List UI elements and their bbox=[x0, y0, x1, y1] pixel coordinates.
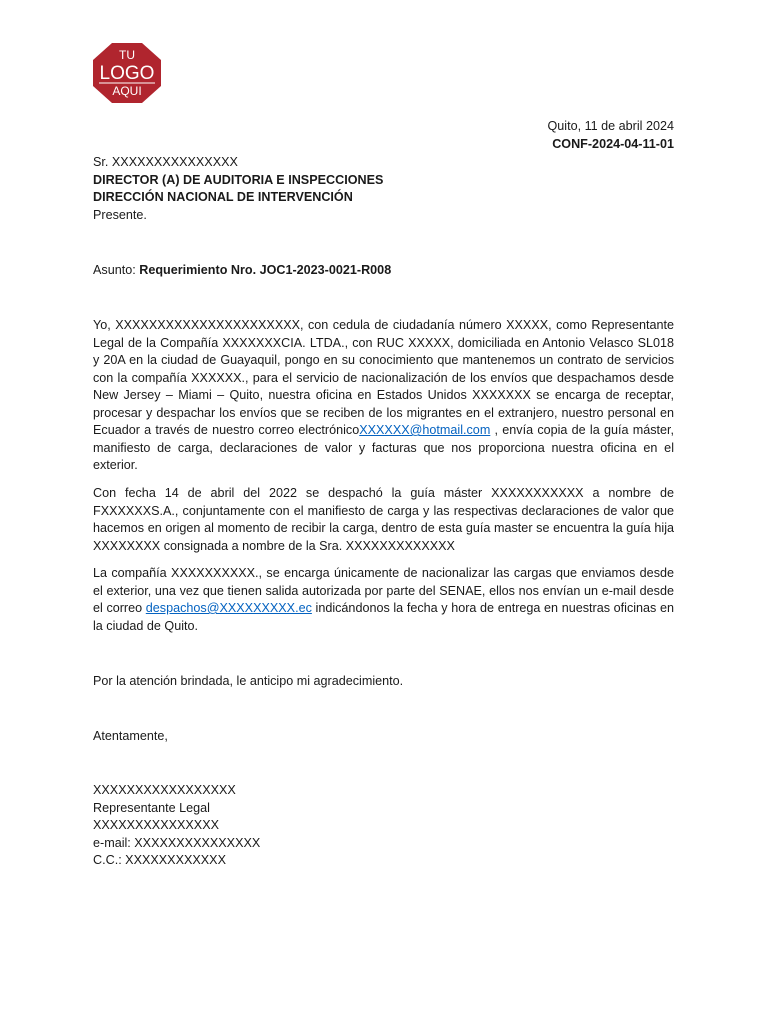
letter-date: Quito, 11 de abril 2024 bbox=[547, 119, 674, 133]
signature-name: XXXXXXXXXXXXXXXXX bbox=[93, 783, 236, 797]
signature-email: e-mail: XXXXXXXXXXXXXXX bbox=[93, 835, 261, 850]
addressee-block bbox=[93, 154, 674, 224]
body-paragraph-2: Con fecha 14 de abril del 2022 se despachó la guía máster XXXXXXXXXXX a nombre de FXXXXXXS.A., conjuntamente con el manifiesto de carga y las respectivas declaraciones de valor que hacemos en origen al momento de recibir la carga, dentro de esta guía master se encuentra la guía hija XXXXXXXX consignada a nombre de la Sra. XXXXXXXXXXXXX bbox=[93, 486, 674, 553]
signature-id: C.C.: XXXXXXXXXXXX bbox=[93, 853, 226, 867]
p1-text-start: Yo, XXXXXXXXXXXXXXXXXXXXXX, con cedula de ciudadanía número XXXXX, como Representante Legal de la Compañía XXXXXXXCIA. LTDA., con RUC XXXXX, domiciliada en Antonio Velasco SL018 y 20A en la ciudad de Guayaquil, pongo en su conocimiento que mantenemos un contrato de servicios con la compañía XXXXXX., para el servicio de nacionalización de los envíos que despachamos desde New Jersey – Miami – Quito, nuestra oficina en Estados Unidos XXXXXXX se encarga de receptar, procesar y despachar los envíos que se reciben de los migrantes en el extranjero, nuestro personal en Ecuador a través de nuestro correo electrónico bbox=[93, 318, 674, 437]
subject-line bbox=[93, 262, 674, 280]
p3-text-start: La compañía XXXXXXXXXX., se encarga únicamente de nacionalizar las cargas que enviamos desde el exterior, una vez que tienen salida autorizada por parte del SENAE, ellos nos envían un e-mail desde el correo bbox=[93, 566, 674, 615]
addressee-title-1: DIRECTOR (A) DE AUDITORIA E INSPECCIONES bbox=[93, 172, 384, 187]
addressee-name: Sr. XXXXXXXXXXXXXXX bbox=[93, 155, 238, 169]
body-paragraph-4: Por la atención brindada, le anticipo mi agradecimiento. bbox=[93, 674, 404, 688]
logo-line-1: TU bbox=[119, 48, 135, 62]
closing-line: Atentamente, bbox=[93, 729, 168, 743]
subject-label: Asunto: bbox=[93, 263, 140, 277]
body-paragraph-3 bbox=[93, 565, 674, 635]
logo-badge-icon bbox=[92, 42, 162, 104]
subject-value: Requerimiento Nro. JOC1-2023-0021-R008 bbox=[139, 263, 392, 277]
p3-email-link[interactable]: despachos@XXXXXXXXX.ec bbox=[145, 601, 312, 615]
p3-text-end: indicándonos la fecha y hora de entrega en nuestras oficinas en la ciudad de Quito. bbox=[93, 601, 674, 633]
signature-role: Representante Legal bbox=[93, 800, 210, 815]
logo-line-2: LOGO bbox=[99, 63, 155, 84]
body-paragraph-1 bbox=[93, 317, 674, 475]
p1-email-link[interactable]: XXXXXX@hotmail.com bbox=[359, 423, 491, 437]
logo-line-3: AQUI bbox=[112, 84, 142, 98]
signature-block bbox=[93, 782, 674, 870]
letter-reference: CONF-2024-04-11-01 bbox=[552, 137, 674, 151]
signature-company: XXXXXXXXXXXXXXX bbox=[93, 818, 219, 832]
company-logo bbox=[92, 42, 162, 104]
addressee-greeting: Presente. bbox=[93, 207, 147, 222]
addressee-title-2: DIRECCIÓN NACIONAL DE INTERVENCIÓN bbox=[93, 190, 353, 204]
p1-text-end: , envía copia de la guía máster, manifiesto de carga, declaraciones de valor y facturas que nos proporciona nuestra oficina en el exterior. bbox=[93, 423, 674, 472]
